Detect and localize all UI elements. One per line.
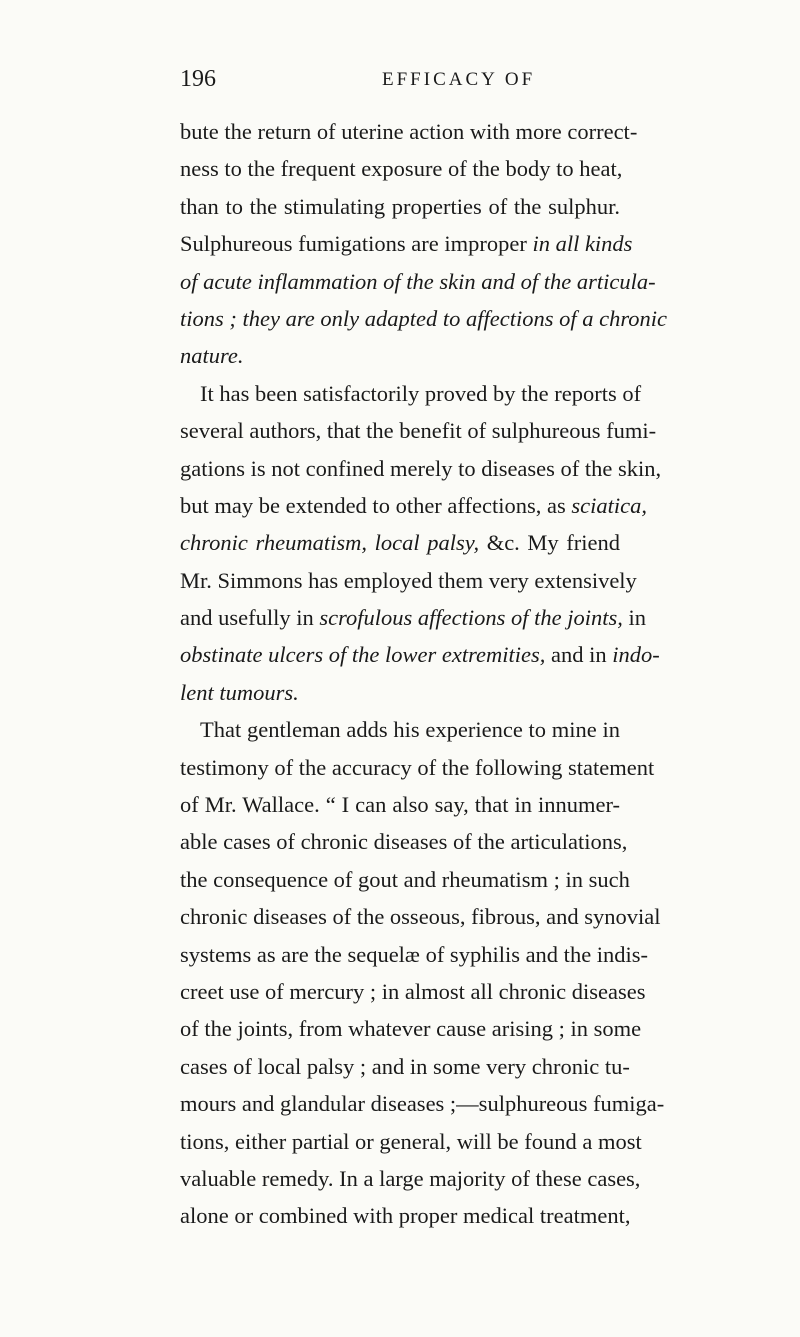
text-line: than to the stimulating properties of the sulphur. — [180, 193, 620, 219]
page-number: 196 — [180, 66, 216, 92]
text-line: alone or combined with proper medical treatment, — [180, 1203, 631, 1229]
text-line: of the joints, from whatever cause arising ; in some — [180, 1016, 642, 1042]
text-line: That gentleman adds his experience to mine in — [200, 717, 620, 743]
text-line: cases of local palsy ; and in some very chronic tu- — [180, 1053, 630, 1079]
text-line: ness to the frequent exposure of the body to heat, — [180, 156, 623, 182]
text-line: creet use of mercury ; in almost all chronic diseases — [180, 978, 646, 1004]
text-line: lent tumours. — [180, 679, 299, 705]
page-header — [180, 66, 680, 106]
text-line: obstinate ulcers of the lower extremities, and in indo- — [180, 642, 660, 668]
text-line: and usefully in scrofulous affections of the joints, in — [180, 605, 647, 631]
text-line: chronic diseases of the osseous, fibrous, and synovial — [180, 904, 661, 930]
text-line: several authors, that the benefit of sulphureous fumi- — [180, 418, 657, 444]
text-line: mours and glandular diseases ;—sulphureous fumiga- — [180, 1091, 665, 1117]
text-line: of acute inflammation of the skin and of the articula- — [180, 268, 656, 294]
text-line: able cases of chronic diseases of the articulations, — [180, 829, 628, 855]
text-line: Sulphureous fumigations are improper in all kinds — [180, 231, 633, 257]
text-line: but may be extended to other affections, as sciatica, — [180, 492, 647, 518]
text-line: gations is not confined merely to diseases of the skin, — [180, 455, 662, 481]
text-line: testimony of the accuracy of the following statement — [180, 754, 655, 780]
text-line: tions, either partial or general, will be found a most — [180, 1128, 642, 1154]
text-line: It has been satisfactorily proved by the reports of — [200, 380, 642, 406]
text-line: nature. — [180, 343, 244, 369]
body-text — [180, 113, 667, 1235]
text-line: Mr. Simmons has employed them very extensively — [180, 567, 637, 593]
text-line: systems as are the sequelæ of syphilis and the indis- — [180, 941, 649, 967]
text-line: tions ; they are only adapted to affections of a chronic — [180, 305, 667, 331]
text-line: valuable remedy. In a large majority of these cases, — [180, 1165, 641, 1191]
text-line: chronic rheumatism, local palsy, &c. My friend — [180, 530, 621, 556]
text-line: the consequence of gout and rheumatism ; in such — [180, 866, 630, 892]
text-line: bute the return of uterine action with more correct- — [180, 119, 638, 144]
text-line: of Mr. Wallace. “ I can also say, that in innumer- — [180, 792, 620, 818]
running-head: EFFICACY OF — [382, 69, 536, 90]
